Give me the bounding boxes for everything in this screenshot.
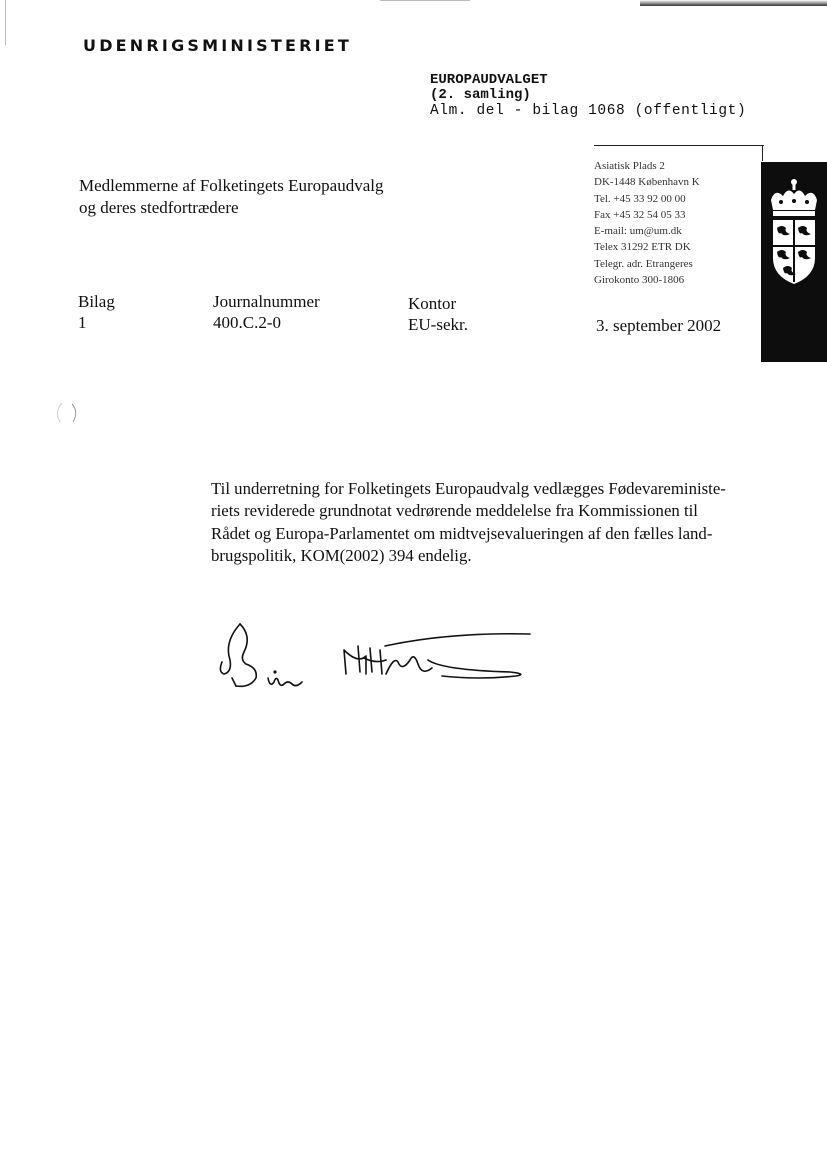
scan-margin-line (5, 0, 6, 45)
crest-panel (761, 162, 827, 362)
stamp-line-committee: EUROPAUDVALGET (430, 72, 548, 88)
contact-fax: Fax +45 32 54 05 33 (594, 208, 686, 221)
scan-edge-line (380, 0, 470, 1)
contact-address: Asiatisk Plads 2 (594, 160, 665, 172)
journal-label: Journalnummer (213, 292, 320, 311)
signature (210, 612, 540, 702)
ministry-letterhead: UDENRIGSMINISTERIET (83, 36, 353, 55)
recipient-line-1: Medlemmerne af Folketingets Europaudvalg (79, 176, 384, 195)
committee-stamp (430, 73, 746, 119)
contact-postcode: DK-1448 København K (594, 176, 700, 189)
journal-value: 400.C.2-0 (213, 313, 281, 332)
contact-giro: Girokonto 300-1806 (594, 274, 685, 287)
recipient-block (79, 175, 384, 219)
sidebar-rule (594, 145, 764, 146)
contact-details (594, 158, 700, 288)
body-line: Rådet og Europa-Parlamentet om midtvejsevalueringen af den fælles land- (211, 523, 713, 543)
contact-telegraph: Telegr. adr. Etrangeres (594, 257, 693, 270)
stamp-line-session: (2. samling) (430, 87, 531, 103)
contact-telex: Telex 31292 ETR DK (594, 241, 691, 254)
scan-edge-shadow (640, 0, 827, 6)
kontor-label: Kontor (408, 294, 457, 313)
body-line: Til underretning for Folketingets Europaudvalg vedlægges Fødevareministe- (211, 479, 726, 498)
contact-email: E-mail: um@um.dk (594, 225, 682, 238)
body-paragraph (211, 478, 756, 567)
crest-icon (761, 176, 827, 296)
letter-date: 3. september 2002 (596, 316, 722, 335)
body-line: brugspolitik, KOM(2002) 394 endelig. (211, 545, 472, 565)
recipient-line-2: og deres stedfortrædere (79, 198, 239, 217)
sidebar-rule-tick (762, 145, 763, 161)
punch-hole-mark (52, 400, 82, 426)
stamp-line-appendix: Alm. del - bilag 1068 (offentligt) (430, 103, 747, 119)
body-line: riets reviderede grundnotat vedrørende meddelelse fra Kommissionen til (211, 501, 698, 521)
bilag-value: 1 (78, 313, 87, 332)
contact-phone: Tel. +45 33 92 00 00 (594, 192, 686, 205)
bilag-label: Bilag (78, 292, 115, 311)
kontor-value: EU-sekr. (408, 315, 468, 334)
